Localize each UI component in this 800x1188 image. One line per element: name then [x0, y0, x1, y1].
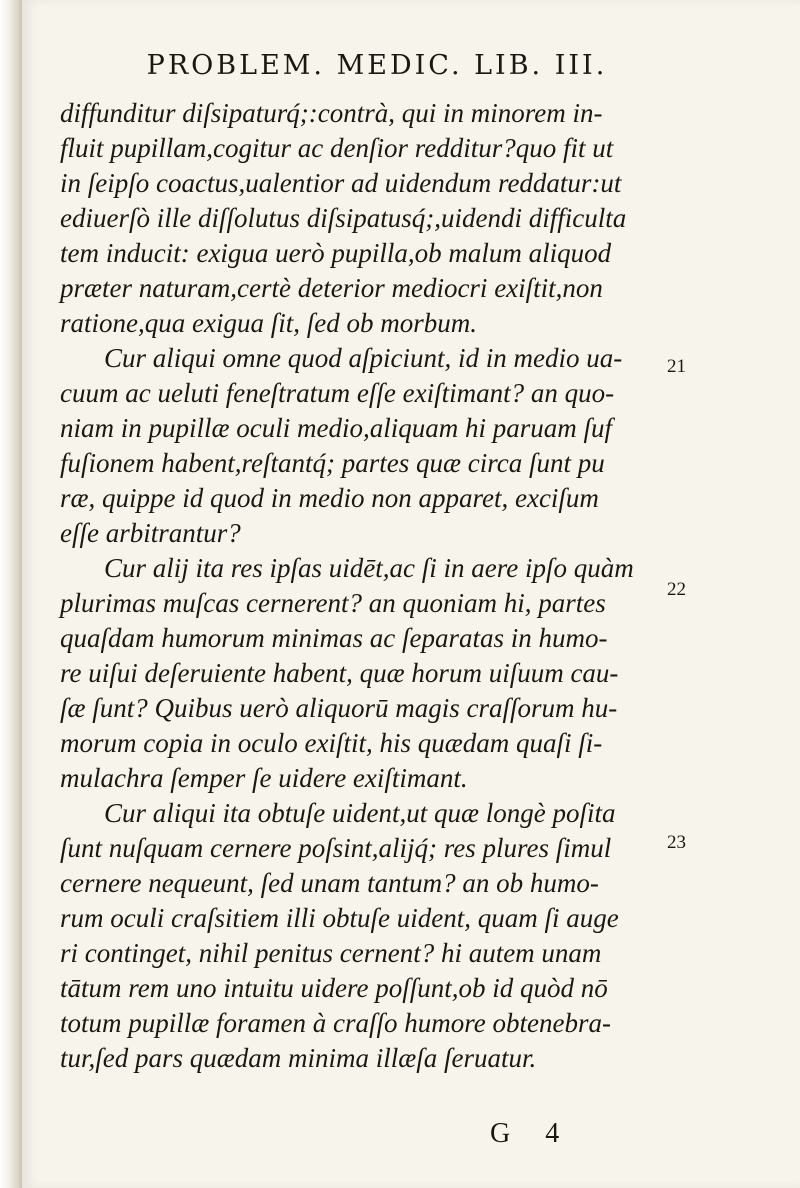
- text-line: Cur alij ita res ipſas uidēt,ac ſi in aere ipſo quàm: [104, 553, 634, 583]
- text-line: quaſdam humorum minimas ac ſeparatas in humo-: [60, 623, 608, 653]
- margin-problem-number: 23: [667, 832, 686, 853]
- text-line: tātum rem uno intuitu uidere poſſunt,ob id quòd nō: [60, 973, 608, 1003]
- text-line: ri continget, nihil penitus cernent? hi autem unam: [60, 938, 602, 968]
- text-line: mulachra ſemper ſe uidere exiſtimant.: [60, 763, 468, 793]
- text-line: ratione,qua exigua ſit, ſed ob morbum.: [60, 308, 477, 338]
- page-gutter-edge: [0, 0, 22, 1188]
- book-page: [22, 0, 800, 1188]
- text-line: eſſe arbitrantur?: [60, 518, 241, 548]
- text-line: ſunt nuſquam cernere poſsint,alijq́; res plures ſimul: [60, 833, 612, 863]
- text-line: fluit pupillam,cogitur ac denſior redditur?quo fit ut: [60, 133, 614, 163]
- text-line: cernere nequeunt, ſed unam tantum? an ob humo-: [60, 868, 599, 898]
- text-line: tur,ſed pars quædam minima illæſa ſeruatur.: [60, 1043, 537, 1073]
- text-line: fuſionem habent,reſtantq́; partes quæ circa ſunt pu: [60, 448, 605, 478]
- text-line: Cur aliqui ita obtuſe uident,ut quæ longè poſita: [104, 798, 616, 828]
- text-line: in ſeipſo coactus,ualentior ad uidendum reddatur:ut: [60, 168, 622, 198]
- text-line: diffunditur diſsipaturq́;:contrà, qui in minorem in-: [60, 98, 603, 128]
- text-block: [60, 96, 660, 1076]
- text-line: niam in pupillæ oculi medio,aliquam hi paruam ſuf: [60, 413, 612, 443]
- text-line: rum oculi craſsitiem illi obtuſe uident, quam ſi auge: [60, 903, 619, 933]
- text-line: ediuerſò ille diſſolutus diſsipatusq́;,uidendi difficulta: [60, 203, 627, 233]
- text-line: ſæ ſunt? Quibus uerò aliquorū magis craſſorum hu-: [60, 693, 618, 723]
- text-line: totum pupillæ foramen à craſſo humore obtenebra-: [60, 1008, 611, 1038]
- margin-problem-number: 22: [667, 579, 686, 600]
- margin-problem-number: 21: [667, 356, 686, 377]
- text-line: plurimas muſcas cernerent? an quoniam hi, partes: [60, 588, 606, 618]
- text-line: cuum ac ueluti feneſtratum eſſe exiſtimant? an quo-: [60, 378, 615, 408]
- text-line: tem inducit: exigua uerò pupilla,ob malum aliquod: [60, 238, 612, 268]
- text-line: ræ, quippe id quod in medio non apparet, exciſum: [60, 483, 599, 513]
- signature-mark: G 4: [490, 1118, 574, 1149]
- text-line: re uiſui deſeruiente habent, quæ horum uiſuum cau-: [60, 658, 619, 688]
- text-line: Cur aliqui omne quod aſpiciunt, id in medio ua-: [104, 343, 623, 373]
- running-header: PROBLEM. MEDIC. LIB. III.: [146, 50, 608, 81]
- text-line: morum copia in oculo exiſtit, his quædam quaſi ſi-: [60, 728, 603, 758]
- text-line: præter naturam,certè deterior mediocri exiſtit,non: [60, 273, 603, 303]
